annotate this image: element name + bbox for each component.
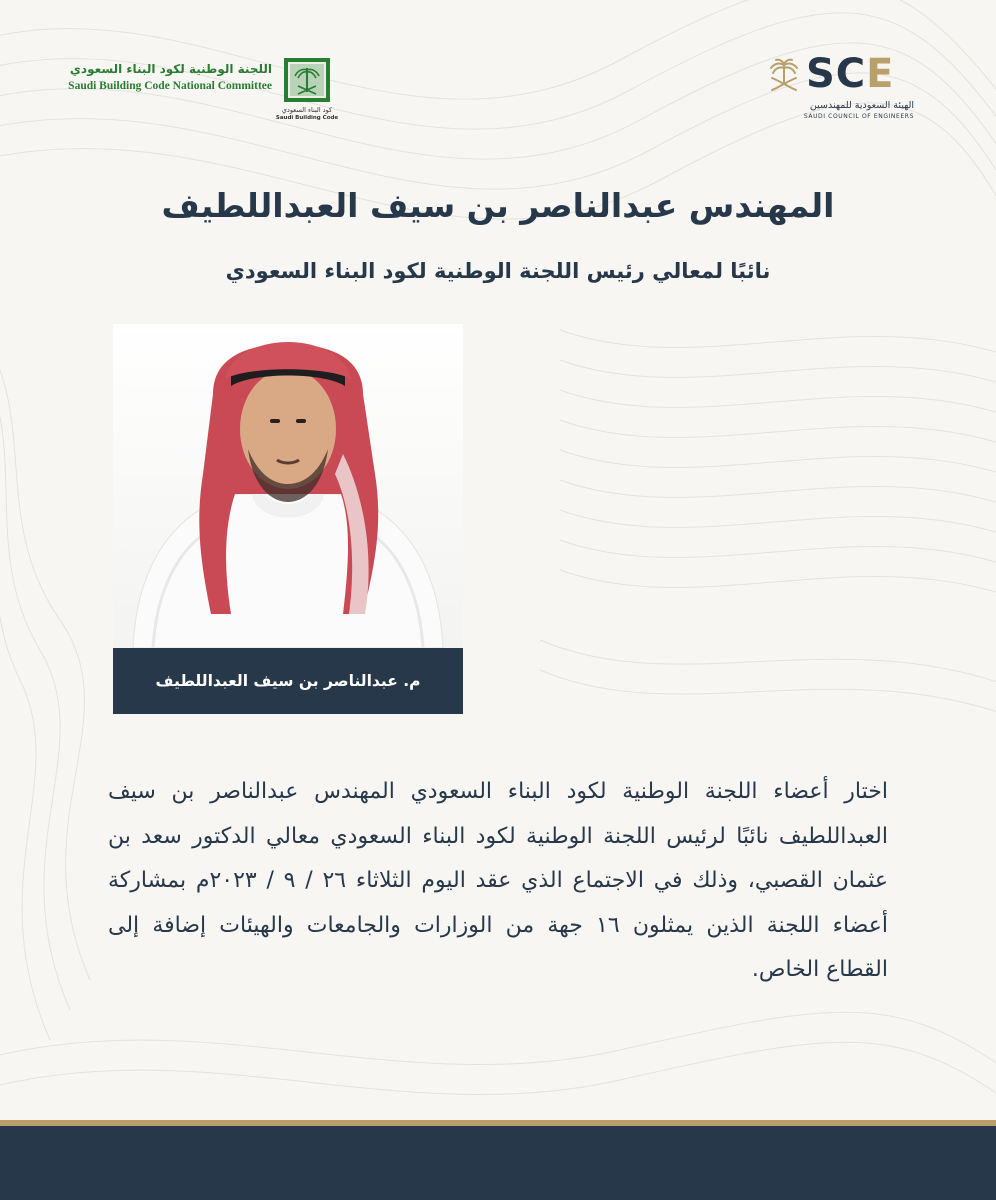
announcement-body: اختار أعضاء اللجنة الوطنية لكود البناء السعودي المهندس عبدالناصر بن سيف العبداللطيف نائبًا لرئيس اللجنة الوطنية لكود البناء السعودي معالي الدكتور سعد بن عثمان القصبي، وذلك في الاجتماع الذي عقد اليوم الثلاثاء ٢٦ / ٩ / ٢٠٢٣م بمشاركة أعضاء اللجنة الذين يمثلون ١٦ جهة من الوزارات والجامعات والهيئات إضافة إلى القطاع الخاص. — [108, 779, 888, 982]
sce-wordmark — [806, 52, 895, 96]
photo-caption: م. عبدالناصر بن سيف العبداللطيف — [155, 672, 421, 690]
portrait-photo — [113, 324, 463, 648]
sce-logo — [764, 52, 924, 122]
sce-mark-accent: E — [866, 51, 895, 97]
palm-swords-icon — [764, 56, 804, 96]
sce-name-arabic: الهيئة السعودية للمهندسين — [809, 100, 914, 111]
sbc-caption-arabic: كود البناء السعودي — [281, 106, 333, 114]
photo-caption-bar — [113, 648, 463, 714]
sbc-emblem-icon — [282, 56, 332, 104]
page-subtitle: نائبًا لمعالي رئيس اللجنة الوطنية لكود البناء السعودي — [225, 259, 771, 283]
sbc-name-arabic: اللجنة الوطنية لكود البناء السعودي — [69, 62, 272, 76]
portrait-illustration — [113, 324, 463, 648]
sbc-caption-english: Saudi Building Code — [275, 115, 339, 121]
sce-name-english: SAUDI COUNCIL OF ENGINEERS — [803, 113, 914, 120]
sbc-name-english: Saudi Building Code National Committee — [68, 80, 272, 92]
footer-navy-band — [0, 1126, 996, 1200]
page-title: المهندس عبدالناصر بن سيف العبداللطيف — [161, 186, 835, 225]
sbc-logo — [68, 56, 340, 121]
sce-mark-main: SC — [806, 51, 867, 97]
